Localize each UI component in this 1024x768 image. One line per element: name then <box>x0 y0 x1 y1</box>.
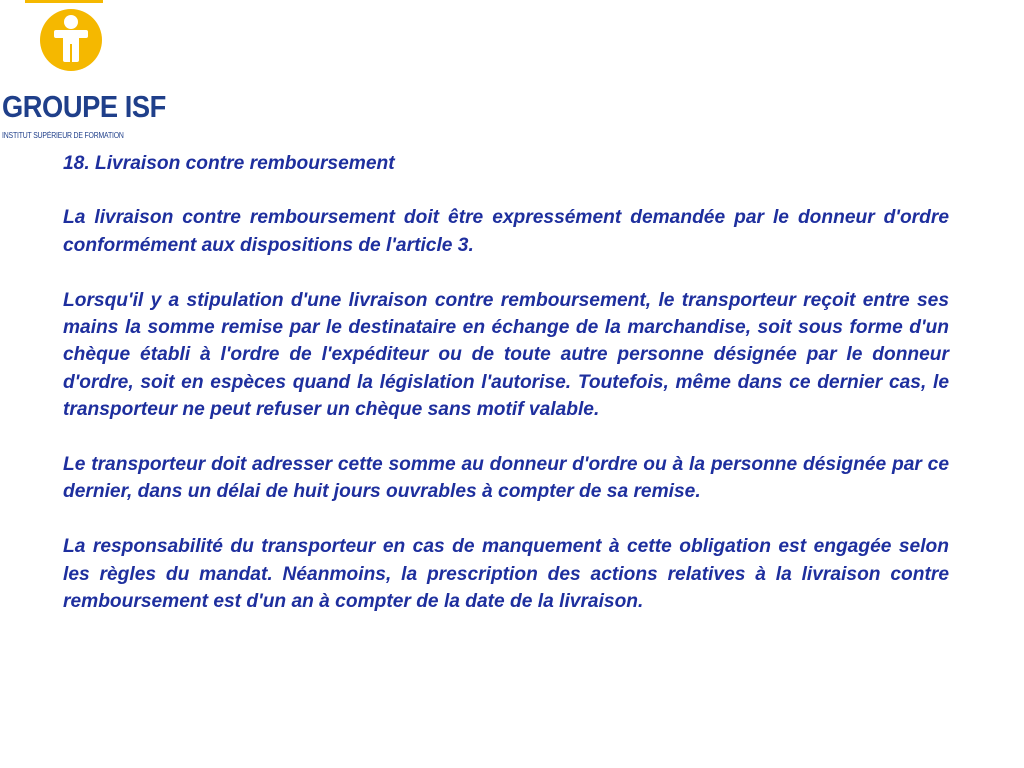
paragraph-2: Lorsqu'il y a stipulation d'une livraison contre remboursement, le transporteur reçoit entre ses mains la somme remise par le destinataire en échange de la marchandise, soit sous forme d'un chèque établi à l'ordre de l'expéditeur ou de toute autre personne désignée par le donneur d'ordre, soit en espèces quand la législation l'autorise. Toutefois, même dans ce dernier cas, le transporteur ne peut refuser un chèque sans motif valable. <box>63 289 949 421</box>
logo-subtitle: INSTITUT SUPÉRIEUR DE FORMATION <box>2 131 124 140</box>
logo-emblem-icon <box>0 0 150 90</box>
paragraph-3: Le transporteur doit adresser cette somme au donneur d'ordre ou à la personne désignée par ce dernier, dans un délai de huit jours ouvrables à compter de sa remise. <box>63 454 949 503</box>
groupe-isf-logo <box>0 0 166 148</box>
paragraph-4: La responsabilité du transporteur en cas de manquement à cette obligation est engagée selon les règles du mandat. Néanmoins, la prescription des actions relatives à la livraison contre remboursement est d'un an à compter de la date de la livraison. <box>63 536 949 613</box>
section-heading: 18. Livraison contre remboursement <box>63 153 395 174</box>
document-body <box>63 150 949 643</box>
paragraph-1: La livraison contre remboursement doit être expressément demandée par le donneur d'ordre conformément aux dispositions de l'article 3. <box>63 207 949 256</box>
logo-brand-text: GROUPE ISF <box>2 89 166 124</box>
